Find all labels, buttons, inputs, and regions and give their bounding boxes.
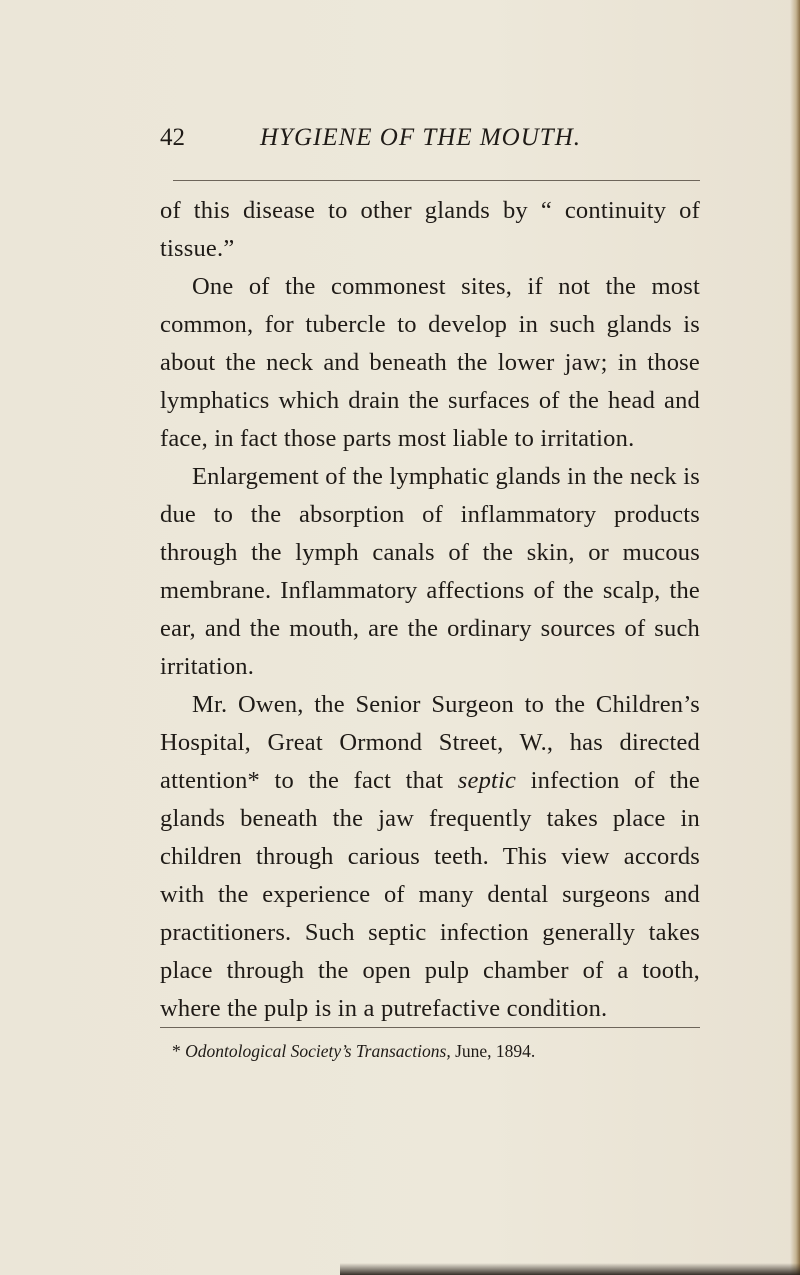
footnote-rule xyxy=(160,1027,700,1028)
page-bottom-edge-shadow xyxy=(340,1263,800,1275)
paragraph-enlargement: Enlargement of the lymphatic glands in the neck is due to the absorption of inflammatory products through the lymph canals of the skin, or mucous membrane. Inflammatory affections of the scalp, the ear, and the mouth, are the ordinary sources of such irritation. xyxy=(160,463,700,680)
header-rule xyxy=(173,180,700,181)
footnote xyxy=(172,1039,700,1063)
paragraph-common-sites: One of the commonest sites, if not the most common, for tubercle to develop in such glands is about the neck and beneath the lower jaw; in those lymphatics which drain the surfaces of the head and face, in fact those parts most liable to irritation. xyxy=(160,273,700,452)
body-text xyxy=(160,192,700,1028)
emphasis-septic: septic xyxy=(457,767,517,794)
page-number: 42 xyxy=(160,124,185,151)
footnote-date: June, 1894. xyxy=(455,1041,536,1061)
page-header xyxy=(160,120,720,160)
paragraph-owen-after: infection of the glands beneath the jaw frequently takes place in children through carious teeth. This view accords with the experience of many dental surgeons and practitioners. Such septic infection generally takes place through the open pulp chamber of a tooth, where the pulp is in a putrefactive condition. xyxy=(160,767,700,1022)
paragraph-owen-before: Mr. Owen, the Senior Surgeon to the Children’s Hospital, Great Ormond Street, W., has directed attention* to the fact that xyxy=(160,691,700,794)
footnote-marker: * xyxy=(172,1041,181,1061)
paragraph-continuation: of this disease to other glands by “ continuity of tissue.” xyxy=(160,197,700,262)
running-title: HYGIENE OF THE MOUTH. xyxy=(260,124,581,151)
footnote-journal: Odontological Society’s Transactions, xyxy=(185,1041,451,1061)
page-right-edge-shadow xyxy=(790,0,800,1275)
paragraph-owen xyxy=(160,686,700,1028)
